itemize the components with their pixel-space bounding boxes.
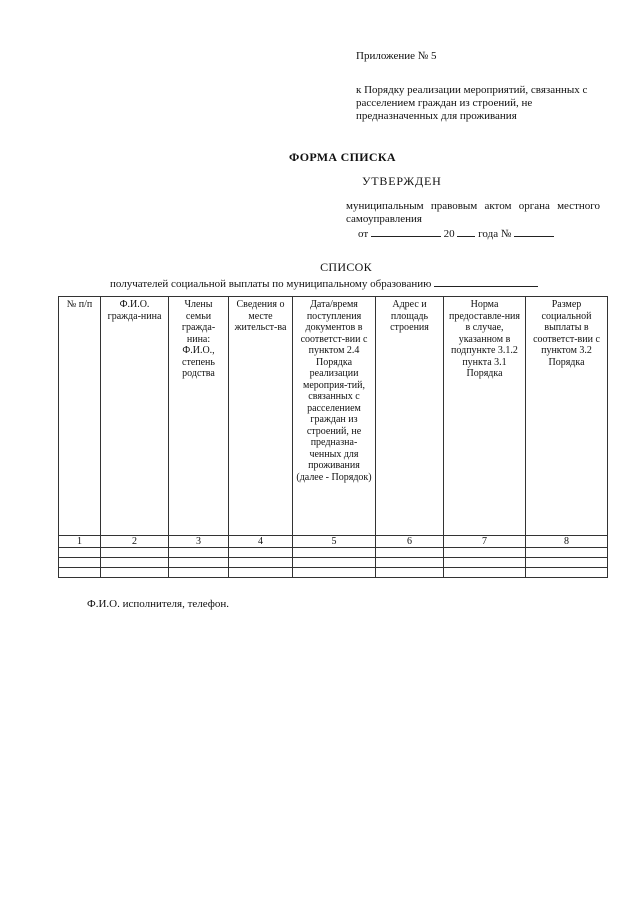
header-cell-address: Адрес и площадь строения [376, 297, 444, 536]
index-cell: 8 [526, 536, 608, 548]
table-cell[interactable] [59, 548, 101, 558]
recipients-table [58, 296, 608, 578]
year-blank [457, 226, 475, 237]
table-cell[interactable] [376, 548, 444, 558]
header-cell-date: Дата/время поступления документов в соответст-вии с пунктом 2.4 Порядка реализации мероприя-тий, связанных с расселением граждан из строений, не предназна-ченных для проживания (далее - Порядок) [293, 297, 376, 536]
table-cell[interactable] [101, 568, 169, 578]
executor-note: Ф.И.О. исполнителя, телефон. [87, 598, 230, 610]
approved-label: УТВЕРЖДЕН [362, 174, 442, 188]
table-cell[interactable] [101, 548, 169, 558]
list-title: СПИСОК [320, 260, 372, 274]
table-cell[interactable] [526, 558, 608, 568]
index-cell: 1 [59, 536, 101, 548]
table-row [59, 568, 608, 578]
table-cell[interactable] [526, 568, 608, 578]
form-title: ФОРМА СПИСКА [289, 150, 396, 164]
date-blank [371, 226, 441, 237]
table-cell[interactable] [229, 558, 293, 568]
table-cell[interactable] [444, 548, 526, 558]
table-cell[interactable] [169, 558, 229, 568]
year-label: 20 [443, 228, 455, 240]
table-header-row [59, 297, 608, 536]
number-blank [514, 226, 554, 237]
table-cell[interactable] [169, 568, 229, 578]
index-cell: 4 [229, 536, 293, 548]
header-cell-family: Члены семьи гражда-нина: Ф.И.О., степень родства [169, 297, 229, 536]
table-cell[interactable] [229, 568, 293, 578]
index-cell: 6 [376, 536, 444, 548]
table-cell[interactable] [293, 568, 376, 578]
table-cell[interactable] [444, 558, 526, 568]
table-cell[interactable] [526, 548, 608, 558]
list-subtitle-line [110, 276, 538, 290]
approval-date-line [358, 226, 554, 240]
table-row [59, 548, 608, 558]
list-subtitle: получателей социальной выплаты по муниципальному образованию [110, 278, 432, 290]
table-cell[interactable] [169, 548, 229, 558]
table-cell[interactable] [101, 558, 169, 568]
header-cell-norm: Норма предоставле-ния в случае, указанном в подпункте 3.1.2 пункта 3.1 Порядка [444, 297, 526, 536]
table-row [59, 558, 608, 568]
index-cell: 3 [169, 536, 229, 548]
index-cell: 2 [101, 536, 169, 548]
table-cell[interactable] [59, 558, 101, 568]
index-cell: 7 [444, 536, 526, 548]
table-cell[interactable] [444, 568, 526, 578]
appendix-text: к Порядку реализации мероприятий, связанных с расселением граждан из строений, не предназначенных для проживания [356, 84, 588, 122]
table-index-row [59, 536, 608, 548]
table-cell[interactable] [293, 548, 376, 558]
index-cell: 5 [293, 536, 376, 548]
table-cell[interactable] [229, 548, 293, 558]
header-cell-number: № п/п [59, 297, 101, 536]
approved-text: муниципальным правовым актом органа местного самоуправления [346, 200, 600, 225]
table-cell[interactable] [59, 568, 101, 578]
appendix-number: Приложение № 5 [356, 50, 437, 62]
table-cell[interactable] [376, 558, 444, 568]
table-cell[interactable] [376, 568, 444, 578]
municipality-blank [434, 276, 538, 287]
from-label: от [358, 228, 369, 240]
header-cell-residence: Сведения о месте жительст-ва [229, 297, 293, 536]
appendix-block [356, 50, 596, 123]
table-cell[interactable] [293, 558, 376, 568]
header-cell-payment: Размер социальной выплаты в соответст-вии с пунктом 3.2 Порядка [526, 297, 608, 536]
header-cell-name: Ф.И.О. гражда-нина [101, 297, 169, 536]
number-label: года № [478, 228, 512, 240]
